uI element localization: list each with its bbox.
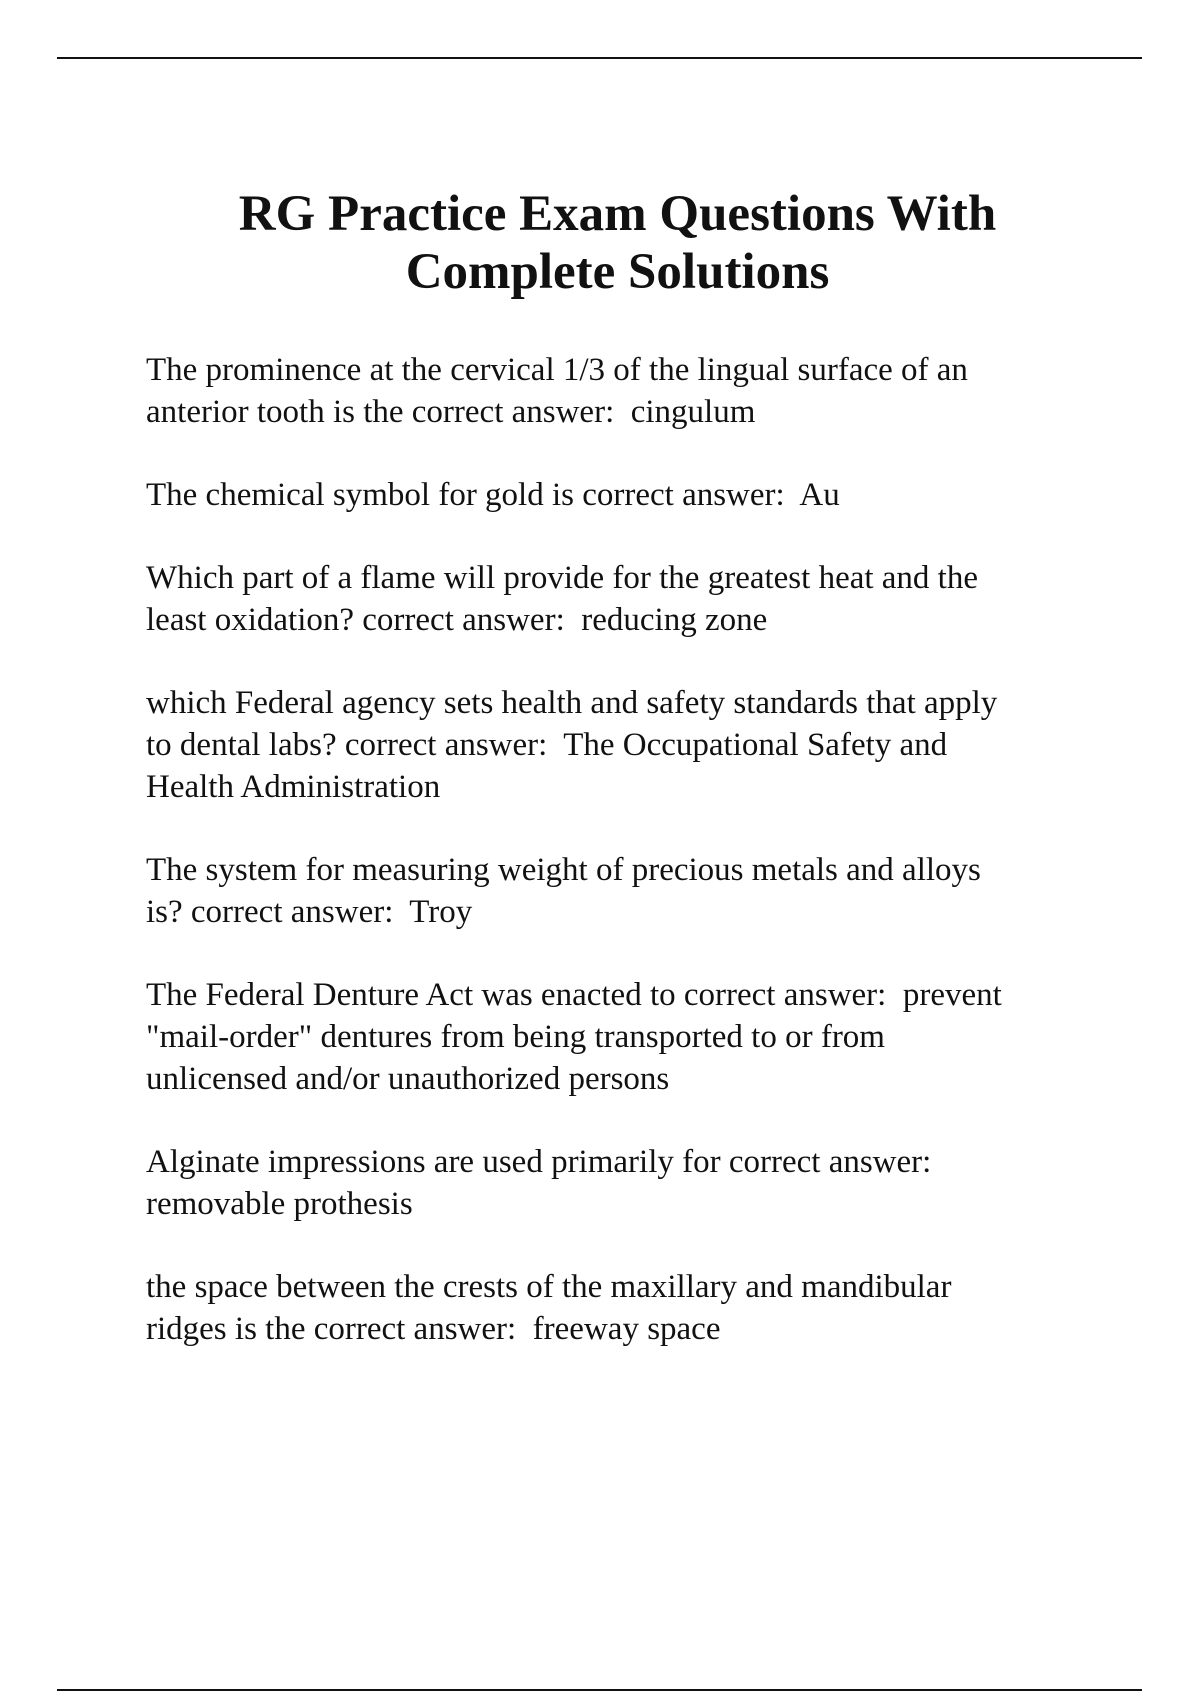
qa-line: removable prothesis bbox=[146, 1186, 413, 1222]
title-line: Complete Solutions bbox=[405, 244, 830, 300]
qa-item-troy-weight bbox=[146, 849, 1146, 933]
qa-line: The system for measuring weight of precious metals and alloys bbox=[146, 852, 981, 888]
qa-line: Alginate impressions are used primarily for correct answer: bbox=[146, 1144, 932, 1180]
qa-line: Which part of a flame will provide for the greatest heat and the bbox=[146, 560, 978, 596]
qa-line: the space between the crests of the maxillary and mandibular bbox=[146, 1269, 952, 1305]
qa-line: Health Administration bbox=[146, 769, 441, 805]
qa-item-denture-act bbox=[146, 974, 1146, 1100]
qa-line: to dental labs? correct answer: The Occupational Safety and bbox=[146, 727, 948, 763]
qa-line: "mail-order" dentures from being transported to or from bbox=[146, 1019, 885, 1055]
qa-line: The prominence at the cervical 1/3 of the lingual surface of an bbox=[146, 352, 968, 388]
qa-line: unlicensed and/or unauthorized persons bbox=[146, 1061, 670, 1097]
qa-line: which Federal agency sets health and safety standards that apply bbox=[146, 685, 998, 721]
qa-item-cingulum bbox=[146, 349, 1146, 433]
qa-line: The Federal Denture Act was enacted to correct answer: prevent bbox=[146, 977, 1002, 1013]
bottom-rule bbox=[57, 1689, 1142, 1691]
qa-line: least oxidation? correct answer: reducing zone bbox=[146, 602, 768, 638]
qa-line: ridges is the correct answer: freeway space bbox=[146, 1311, 721, 1347]
top-rule bbox=[57, 57, 1142, 59]
qa-line: anterior tooth is the correct answer: cingulum bbox=[146, 394, 756, 430]
qa-item-freeway-space bbox=[146, 1266, 1146, 1350]
qa-line: is? correct answer: Troy bbox=[146, 894, 473, 930]
title-line: RG Practice Exam Questions With bbox=[238, 186, 997, 242]
qa-line: The chemical symbol for gold is correct answer: Au bbox=[146, 477, 840, 513]
qa-item-flame-zone bbox=[146, 557, 1146, 641]
qa-item-alginate bbox=[146, 1141, 1146, 1225]
qa-item-federal-agency bbox=[146, 682, 1146, 808]
qa-item-gold-symbol bbox=[146, 474, 1146, 516]
qa-list bbox=[146, 349, 1146, 1391]
page-title bbox=[0, 185, 1200, 301]
